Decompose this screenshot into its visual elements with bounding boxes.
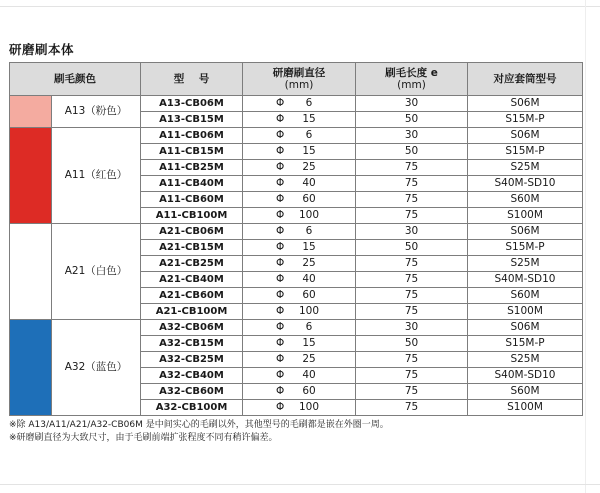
model-cell: A11-CB40M [141,176,243,192]
diameter-symbol: Φ [276,113,285,125]
diameter-value: 6 [305,225,313,237]
diameter-value: 6 [305,129,313,141]
header-diameter-label: 研磨刷直径 [272,67,326,79]
length-cell: 30 [356,128,468,144]
header-model: 型 号 [141,63,243,96]
diameter-symbol: Φ [276,401,285,413]
sleeve-cell: S25M [468,160,583,176]
diameter-symbol: Φ [276,321,285,333]
diameter-value: 40 [302,369,316,381]
length-cell: 30 [356,320,468,336]
diameter-symbol: Φ [276,225,285,237]
sleeve-cell: S60M [468,384,583,400]
diameter-cell [243,208,356,224]
diameter-value: 6 [305,321,313,333]
diameter-cell [243,336,356,352]
sleeve-cell: S06M [468,224,583,240]
model-cell: A13-CB15M [141,112,243,128]
sleeve-cell: S15M-P [468,144,583,160]
sleeve-cell: S40M-SD10 [468,368,583,384]
table-row [10,224,583,240]
length-cell: 75 [356,384,468,400]
diameter-value: 60 [302,385,316,397]
header-length-label: 刷毛长度 e [385,67,438,79]
diameter-value: 40 [302,177,316,189]
diameter-value: 60 [302,193,316,205]
diameter-symbol: Φ [276,353,285,365]
diameter-cell [243,304,356,320]
diameter-value: 60 [302,289,316,301]
diameter-symbol: Φ [276,273,285,285]
color-swatch [10,224,52,320]
diameter-symbol: Φ [276,177,285,189]
sleeve-cell: S15M-P [468,112,583,128]
length-cell: 75 [356,400,468,416]
diameter-symbol: Φ [276,161,285,173]
diameter-symbol: Φ [276,193,285,205]
sleeve-cell: S100M [468,400,583,416]
sleeve-cell: S40M-SD10 [468,272,583,288]
length-cell: 50 [356,112,468,128]
table-header-row [10,63,583,96]
model-cell: A32-CB100M [141,400,243,416]
diameter-symbol: Φ [276,337,285,349]
length-cell: 75 [356,272,468,288]
diameter-symbol: Φ [276,241,285,253]
right-divider [585,0,586,493]
sleeve-cell: S06M [468,96,583,112]
table-row [10,320,583,336]
sleeve-cell: S06M [468,320,583,336]
length-cell: 30 [356,224,468,240]
diameter-cell [243,256,356,272]
diameter-cell [243,368,356,384]
footnote: ※研磨刷直径为大致尺寸，由于毛刷前端扩张程度不同有稍许偏差。 [9,433,278,443]
diameter-value: 25 [302,257,316,269]
color-swatch [10,96,52,128]
diameter-cell [243,320,356,336]
bottom-divider [0,484,600,485]
footnote: ※除 A13/A11/A21/A32-CB06M 是中间实心的毛刷以外，其他型号的毛刷都是嵌在外圈一周。 [9,420,389,430]
diameter-value: 100 [298,401,320,413]
diameter-cell [243,224,356,240]
model-cell: A21-CB15M [141,240,243,256]
diameter-cell [243,352,356,368]
length-cell: 50 [356,336,468,352]
diameter-symbol: Φ [276,209,285,221]
table-row [10,96,583,112]
model-cell: A21-CB40M [141,272,243,288]
diameter-cell [243,160,356,176]
color-name: A32（蓝色） [52,320,141,416]
diameter-value: 100 [298,305,320,317]
model-cell: A21-CB60M [141,288,243,304]
top-divider [0,6,600,7]
diameter-value: 15 [302,241,316,253]
sleeve-cell: S25M [468,352,583,368]
diameter-symbol: Φ [276,289,285,301]
model-cell: A13-CB06M [141,96,243,112]
table-row [10,128,583,144]
diameter-cell [243,272,356,288]
length-cell: 50 [356,240,468,256]
sleeve-cell: S06M [468,128,583,144]
diameter-symbol: Φ [276,129,285,141]
diameter-cell [243,288,356,304]
spec-table [9,62,583,416]
model-cell: A11-CB15M [141,144,243,160]
diameter-value: 6 [305,97,313,109]
diameter-symbol: Φ [276,369,285,381]
length-cell: 75 [356,176,468,192]
diameter-value: 15 [302,337,316,349]
length-cell: 75 [356,368,468,384]
length-cell: 75 [356,304,468,320]
length-cell: 75 [356,352,468,368]
length-cell: 75 [356,208,468,224]
model-cell: A32-CB40M [141,368,243,384]
header-diameter-unit: (mm) [284,79,314,91]
diameter-cell [243,96,356,112]
length-cell: 30 [356,96,468,112]
diameter-cell [243,400,356,416]
header-sleeve: 对应套筒型号 [468,63,583,96]
sleeve-cell: S100M [468,304,583,320]
color-name: A13（粉色） [52,96,141,128]
diameter-cell [243,128,356,144]
model-cell: A21-CB25M [141,256,243,272]
diameter-cell [243,240,356,256]
diameter-symbol: Φ [276,145,285,157]
header-length-unit: (mm) [397,79,426,91]
diameter-cell [243,384,356,400]
model-cell: A32-CB15M [141,336,243,352]
color-name: A21（白色） [52,224,141,320]
sleeve-cell: S60M [468,192,583,208]
section-title: 研磨刷本体 [9,42,75,57]
sleeve-cell: S60M [468,288,583,304]
diameter-value: 25 [302,161,316,173]
diameter-value: 100 [298,209,320,221]
diameter-value: 25 [302,353,316,365]
model-cell: A11-CB100M [141,208,243,224]
model-cell: A32-CB25M [141,352,243,368]
length-cell: 50 [356,144,468,160]
header-length [356,63,468,96]
sleeve-cell: S15M-P [468,336,583,352]
diameter-symbol: Φ [276,257,285,269]
length-cell: 75 [356,256,468,272]
color-swatch [10,320,52,416]
header-diameter [243,63,356,96]
sleeve-cell: S100M [468,208,583,224]
sleeve-cell: S15M-P [468,240,583,256]
diameter-cell [243,192,356,208]
model-cell: A32-CB06M [141,320,243,336]
length-cell: 75 [356,192,468,208]
diameter-cell [243,112,356,128]
header-color: 刷毛颜色 [10,63,141,96]
model-cell: A21-CB100M [141,304,243,320]
diameter-symbol: Φ [276,97,285,109]
model-cell: A32-CB60M [141,384,243,400]
color-swatch [10,128,52,224]
model-cell: A21-CB06M [141,224,243,240]
length-cell: 75 [356,288,468,304]
sleeve-cell: S40M-SD10 [468,176,583,192]
model-cell: A11-CB06M [141,128,243,144]
diameter-value: 40 [302,273,316,285]
diameter-symbol: Φ [276,305,285,317]
model-cell: A11-CB25M [141,160,243,176]
diameter-value: 15 [302,145,316,157]
diameter-cell [243,176,356,192]
diameter-cell [243,144,356,160]
color-name: A11（红色） [52,128,141,224]
length-cell: 75 [356,160,468,176]
sleeve-cell: S25M [468,256,583,272]
table-body [10,96,583,416]
diameter-value: 15 [302,113,316,125]
footnotes [9,419,389,445]
diameter-symbol: Φ [276,385,285,397]
model-cell: A11-CB60M [141,192,243,208]
